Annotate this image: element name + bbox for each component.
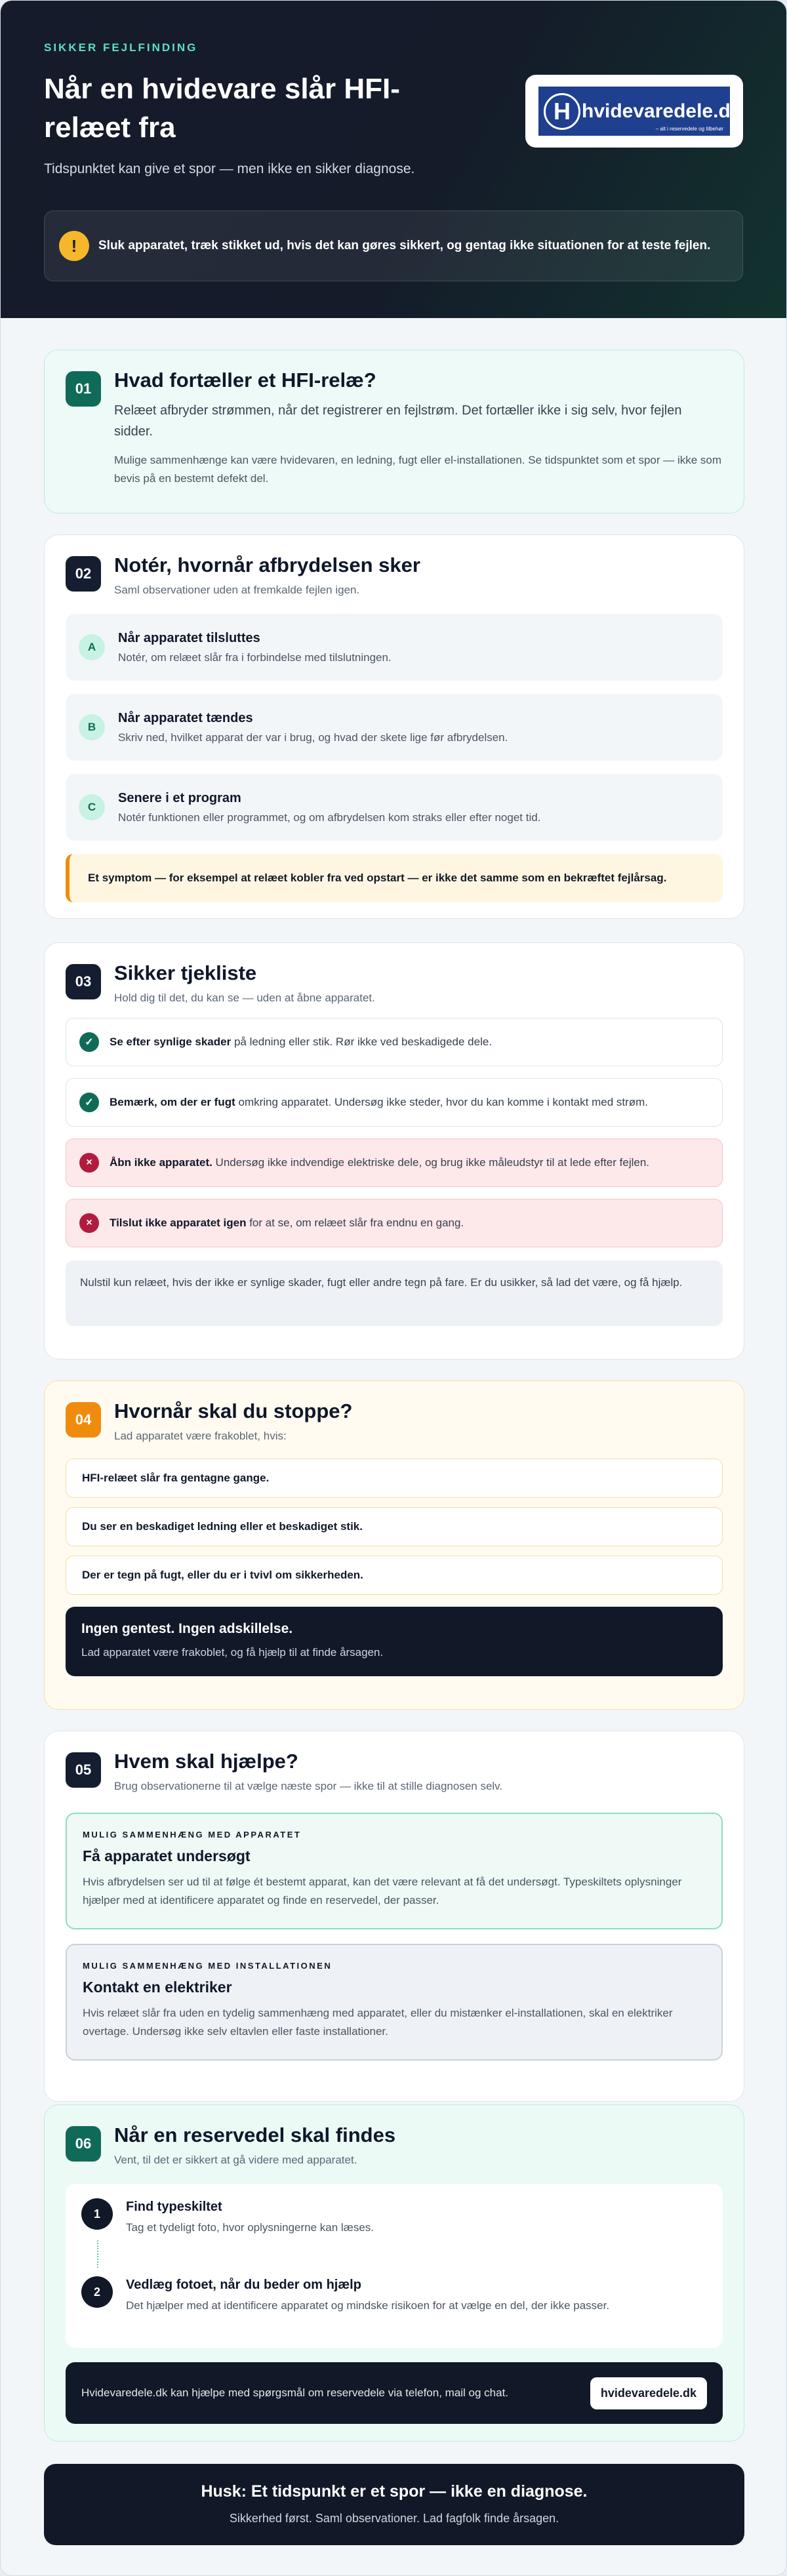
section-head-text xyxy=(114,961,723,1005)
checklist-rest: Undersøg ikke indvendige elektriske dele, og brug ikke måleudstyr til at lede efter fejlen. xyxy=(212,1156,650,1169)
safety-warning xyxy=(44,211,743,281)
section-number: 04 xyxy=(66,1402,101,1438)
help-desc: Hvis relæet slår fra uden en tydelig sammenhæng med apparatet, eller du mistænker el-installationen, skal en elektriker overtage. Undersøg ikke selv eltavlen eller faste installationer. xyxy=(83,2007,673,2038)
section-subtitle: Hold dig til det, du kan se — uden at åbne apparatet. xyxy=(114,992,375,1004)
observation-desc: Notér, om relæet slår fra i forbindelse med tilslutningen. xyxy=(118,651,392,664)
section-head-text xyxy=(114,553,723,597)
observation-text xyxy=(118,631,392,664)
observation-desc: Notér funktionen eller programmet, og om afbrydelsen kom straks eller efter noget tid. xyxy=(118,811,541,824)
section-number: 05 xyxy=(66,1752,101,1788)
cross-icon: × xyxy=(79,1153,99,1173)
section-spare-part xyxy=(44,2104,744,2442)
stop-summary-title: Ingen gentest. Ingen adskillelse. xyxy=(81,1621,293,1636)
section-header xyxy=(66,553,723,597)
observation-text xyxy=(118,791,540,824)
checklist-rest: omkring apparatet. Undersøg ikke steder, hvor du kan komme i kontakt med strøm. xyxy=(235,1096,649,1108)
checklist-bold: Åbn ikke apparatet. xyxy=(110,1156,212,1169)
hero-kicker: SIKKER FEJLFINDING xyxy=(44,41,198,54)
observation-title: Når apparatet tilsluttes xyxy=(118,630,260,645)
step-connector xyxy=(97,2240,98,2268)
steps-list xyxy=(66,2184,723,2348)
step-number: 1 xyxy=(81,2198,113,2230)
contact-banner xyxy=(66,2362,723,2424)
check-icon: ✓ xyxy=(79,1093,99,1112)
checklist-text xyxy=(110,1036,492,1049)
section-head-text xyxy=(114,2123,723,2167)
symptom-note: Et symptom — for eksempel at relæet kobler fra ved opstart — er ikke det samme som en bekræftet fejlårsag. xyxy=(66,854,723,902)
observation-text xyxy=(118,711,508,744)
checklist-bold: Tilslut ikke apparatet igen xyxy=(110,1217,247,1229)
page-title: Når en hvidevare slår HFI-relæet fra xyxy=(44,73,400,144)
section-safe-checklist xyxy=(44,942,744,1359)
section-title: Hvornår skal du stoppe? xyxy=(114,1399,353,1422)
step-desc: Det hjælper med at identificere apparatet og mindske risikoen for at vælge en del, der ikke passer. xyxy=(126,2299,610,2312)
stop-summary-subtitle: Lad apparatet være frakoblet, og få hjælp til at finde årsagen. xyxy=(81,1646,384,1659)
section-paragraph-secondary: Mulige sammenhænge kan være hvidevaren, en ledning, fugt eller el-installationen. Se tidspunktet som et spor — ikke som bevis på en bestemt defekt del. xyxy=(114,454,722,485)
reset-note: Nulstil kun relæet, hvis der ikke er synlige skader, fugt eller andre tegn på fare. Er du usikker, så lad det være, og få hjælp. xyxy=(66,1260,723,1326)
contact-text: Hvidevaredele.dk kan hjælpe med spørgsmål om reservedele via telefon, mail og chat. xyxy=(81,2386,509,2399)
help-title: Få apparatet undersøgt xyxy=(83,1847,251,1864)
section-header xyxy=(66,2123,723,2167)
observation-item xyxy=(66,614,723,681)
section-head-text xyxy=(114,1750,723,1793)
step-text xyxy=(126,2276,609,2312)
help-desc: Hvis afbrydelsen ser ud til at følge ét bestemt apparat, kan det være relevant at få det undersøgt. Typeskiltets oplysninger hjælper med at identificere apparatet og finde en reservedel, der passer. xyxy=(83,1876,682,1907)
section-title: Sikker tjekliste xyxy=(114,961,257,984)
section-head-text xyxy=(114,369,723,488)
help-kicker: MULIG SAMMENHÆNG MED APPARATET xyxy=(83,1830,302,1840)
logo-text: hvidevaredele.dk xyxy=(582,100,742,122)
step-title: Find typeskiltet xyxy=(126,2200,222,2214)
step-item xyxy=(81,2276,707,2312)
website-link-button[interactable]: hvidevaredele.dk xyxy=(590,2377,707,2409)
section-title: Hvad fortæller et HFI-relæ? xyxy=(114,369,376,392)
step-desc: Tag et tydeligt foto, hvor oplysningerne kan læses. xyxy=(126,2221,374,2234)
section-subtitle: Vent, til det er sikkert at gå videre med apparatet. xyxy=(114,2154,357,2166)
step-text xyxy=(126,2198,374,2234)
section-header xyxy=(66,1399,723,1443)
observation-letter-badge: B xyxy=(79,714,105,740)
observation-letter-badge: C xyxy=(79,794,105,820)
section-title: Når en reservedel skal findes xyxy=(114,2123,396,2146)
section-hfi-explained xyxy=(44,350,744,513)
check-icon: ✓ xyxy=(79,1032,99,1052)
section-who-helps xyxy=(44,1731,744,2102)
observation-item xyxy=(66,774,723,841)
checklist-rest: på ledning eller stik. Rør ikke ved beskadigede dele. xyxy=(231,1036,493,1048)
step-item xyxy=(81,2198,707,2234)
stop-condition: HFI-relæet slår fra gentagne gange. xyxy=(66,1459,723,1498)
observation-item xyxy=(66,694,723,761)
section-title: Notér, hvornår afbrydelsen sker xyxy=(114,553,420,576)
footer-subtitle: Sikkerhed først. Saml observationer. Lad fagfolk finde årsagen. xyxy=(229,2512,559,2525)
logo-tagline: – alt i reservedele og tilbehør xyxy=(655,126,723,132)
section-header xyxy=(66,369,723,488)
checklist-item-dont xyxy=(66,1138,723,1187)
logo-inner xyxy=(538,87,742,136)
checklist-item-do xyxy=(66,1078,723,1127)
observation-desc: Skriv ned, hvilket apparat der var i brug, og hvad der skete lige før afbrydelsen. xyxy=(118,731,508,744)
section-when-to-stop xyxy=(44,1380,744,1710)
section-head-text xyxy=(114,1399,723,1443)
stop-condition: Der er tegn på fugt, eller du er i tvivl om sikkerheden. xyxy=(66,1556,723,1595)
help-option-electrician xyxy=(66,1944,723,2061)
section-title: Hvem skal hjælpe? xyxy=(114,1750,298,1773)
checklist-text xyxy=(110,1096,648,1109)
checklist-rest: for at se, om relæet slår fra endnu en gang. xyxy=(246,1217,464,1229)
checklist-text xyxy=(110,1156,649,1169)
step-title: Vedlæg fotoet, når du beder om hjælp xyxy=(126,2278,361,2292)
checklist-bold: Bemærk, om der er fugt xyxy=(110,1096,235,1108)
section-number: 06 xyxy=(66,2126,101,2162)
section-header xyxy=(66,1750,723,1793)
observation-title: Senere i et program xyxy=(118,790,241,805)
checklist-bold: Se efter synlige skader xyxy=(110,1036,232,1048)
warning-icon: ! xyxy=(59,231,89,261)
section-note-timing xyxy=(44,534,744,919)
observation-title: Når apparatet tændes xyxy=(118,710,253,725)
help-kicker: MULIG SAMMENHÆNG MED INSTALLATIONEN xyxy=(83,1961,333,1971)
help-title: Kontakt en elektriker xyxy=(83,1979,232,1996)
stop-condition: Du ser en beskadiget ledning eller et beskadiget stik. xyxy=(66,1507,723,1546)
section-number: 03 xyxy=(66,964,101,999)
footer-title: Husk: Et tidspunkt er et spor — ikke en diagnose. xyxy=(201,2482,588,2501)
section-number: 02 xyxy=(66,556,101,592)
section-subtitle: Lad apparatet være frakoblet, hvis: xyxy=(114,1430,287,1442)
checklist-item-dont xyxy=(66,1199,723,1247)
brand-logo[interactable] xyxy=(525,75,743,148)
stop-summary xyxy=(66,1607,723,1676)
section-header xyxy=(66,961,723,1005)
footer-reminder xyxy=(44,2464,744,2545)
hero-subtitle: Tidspunktet kan give et spor — men ikke en sikker diagnose. xyxy=(44,161,415,177)
warning-text: Sluk apparatet, træk stikket ud, hvis det kan gøres sikkert, og gentag ikke situationen for at teste fejlen. xyxy=(98,238,711,252)
checklist-item-do xyxy=(66,1018,723,1066)
section-number: 01 xyxy=(66,371,101,407)
section-paragraph: Relæet afbryder strømmen, når det registrerer en fejlstrøm. Det fortæller ikke i sig selv, hvor fejlen sidder. xyxy=(114,403,682,439)
step-number: 2 xyxy=(81,2276,113,2308)
hero xyxy=(1,1,786,318)
cross-icon: × xyxy=(79,1213,99,1233)
logo-mark: H xyxy=(544,93,580,130)
section-subtitle: Saml observationer uden at fremkalde fejlen igen. xyxy=(114,584,360,596)
help-option-appliance xyxy=(66,1813,723,1929)
section-subtitle: Brug observationerne til at vælge næste spor — ikke til at stille diagnosen selv. xyxy=(114,1780,503,1792)
checklist-text xyxy=(110,1217,464,1230)
observation-letter-badge: A xyxy=(79,634,105,660)
